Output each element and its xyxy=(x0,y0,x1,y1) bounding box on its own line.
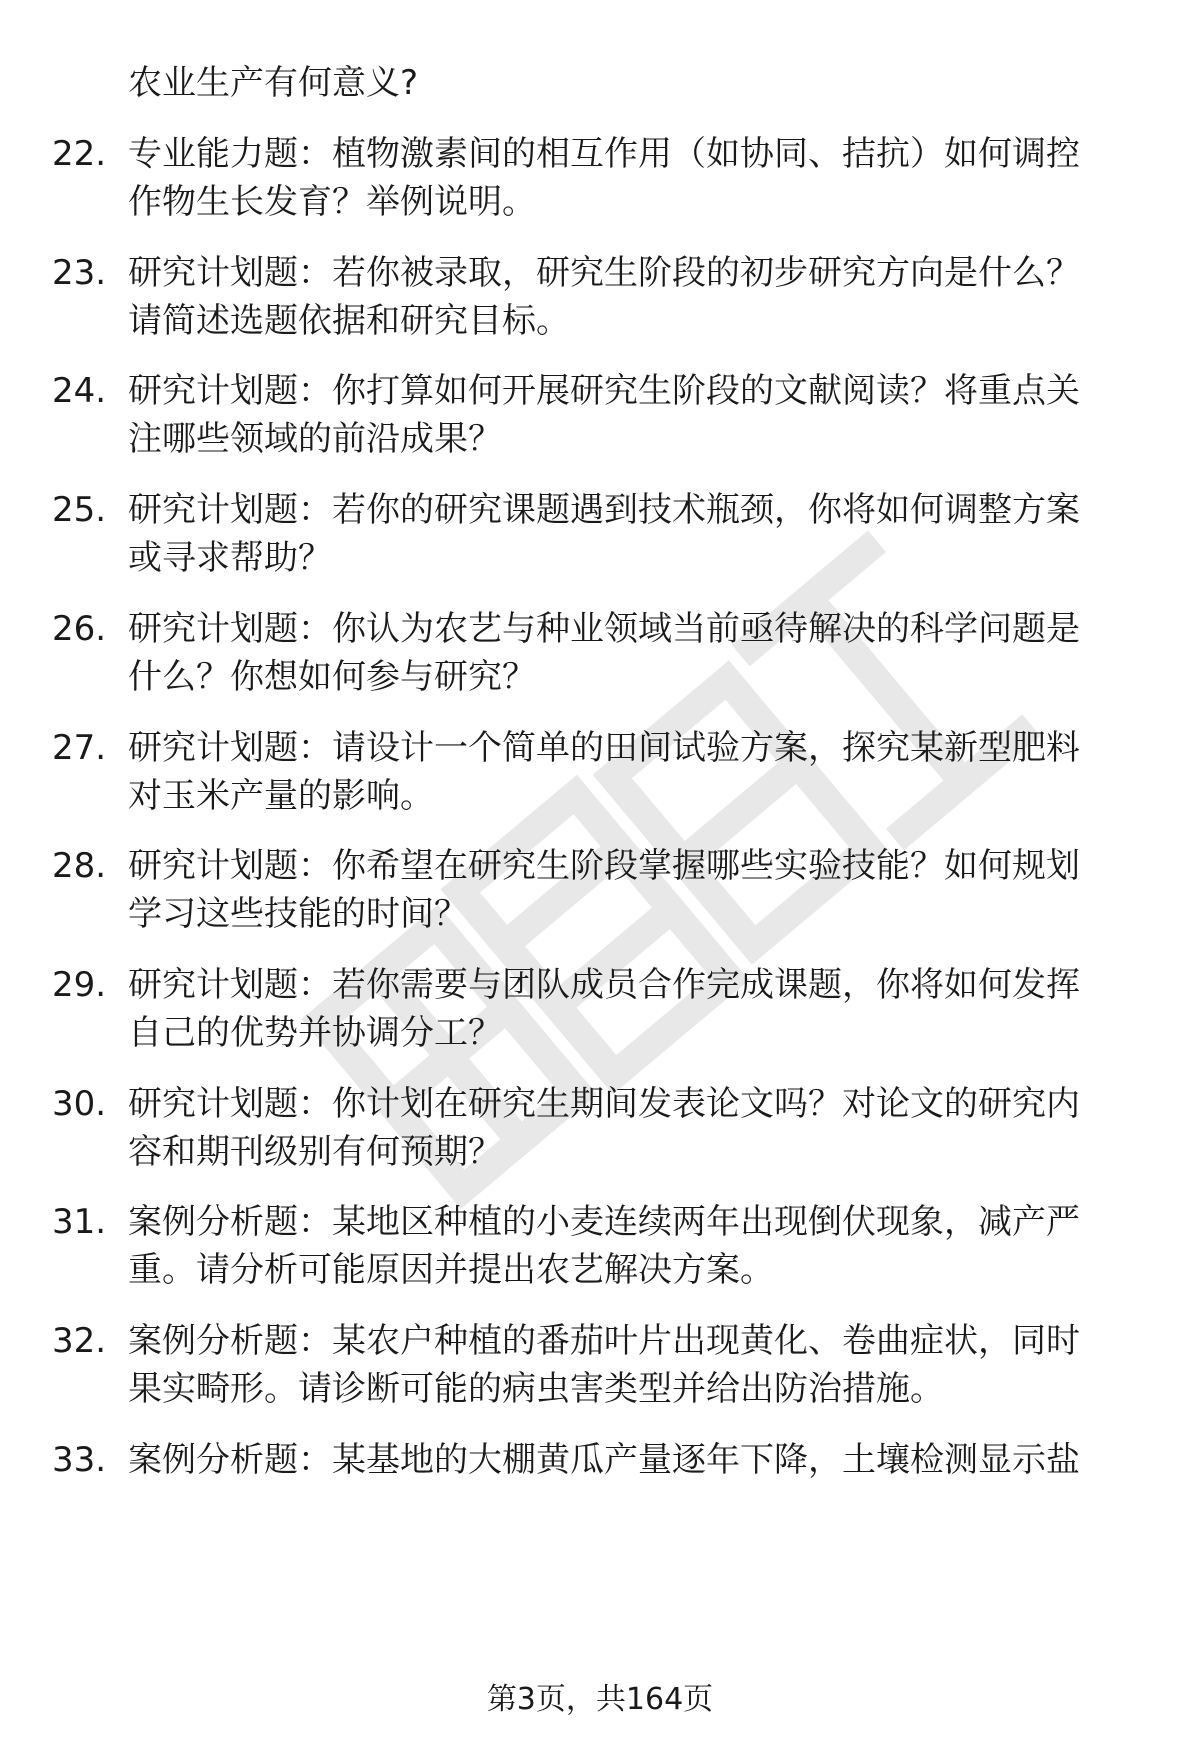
item-number: 32. xyxy=(52,1321,107,1361)
item-number: 30. xyxy=(52,1084,107,1124)
item-text-line-2: 请简述选题依据和研究目标。 xyxy=(128,301,570,341)
item-number: 31. xyxy=(52,1202,107,1242)
item-number: 24. xyxy=(52,371,107,411)
item-text-line-1: 研究计划题：你打算如何开展研究生阶段的文献阅读？将重点关 xyxy=(128,371,1080,411)
item-number: 25. xyxy=(52,490,107,530)
item-text-line-1: 案例分析题：某农户种植的番茄叶片出现黄化、卷曲症状，同时 xyxy=(128,1321,1080,1361)
item-number: 23. xyxy=(52,253,107,293)
item-text-line-1: 研究计划题：若你需要与团队成员合作完成课题，你将如何发挥 xyxy=(128,965,1080,1005)
item-number: 28. xyxy=(52,846,107,886)
item-text-line-1: 研究计划题：若你被录取，研究生阶段的初步研究方向是什么？ xyxy=(128,253,1080,293)
item-text-line-2: 果实畸形。请诊断可能的病虫害类型并给出防治措施。 xyxy=(128,1369,944,1409)
item-number: 27. xyxy=(52,728,107,768)
item-text-line-1: 研究计划题：若你的研究课题遇到技术瓶颈，你将如何调整方案 xyxy=(128,490,1080,530)
item-text-line-1: 研究计划题：你计划在研究生期间发表论文吗？对论文的研究内 xyxy=(128,1084,1080,1124)
item-text-line-2: 对玉米产量的影响。 xyxy=(128,776,434,816)
item-number: 26. xyxy=(52,609,107,649)
item-text-line-1: 案例分析题：某基地的大棚黄瓜产量逐年下降，土壤检测显示盐 xyxy=(128,1440,1080,1480)
item-text-line-2: 容和期刊级别有何预期？ xyxy=(128,1132,502,1172)
item-text-line-2: 什么？你想如何参与研究？ xyxy=(128,657,536,697)
item-text-line-1: 专业能力题：植物激素间的相互作用（如协同、拮抗）如何调控 xyxy=(128,134,1080,174)
item-text-line-2: 自己的优势并协调分工？ xyxy=(128,1013,502,1053)
item-text-line-1: 研究计划题：你认为农艺与种业领域当前亟待解决的科学问题是 xyxy=(128,609,1080,649)
item-number: 33. xyxy=(52,1440,107,1480)
item-text-line-2: 注哪些领域的前沿成果？ xyxy=(128,419,502,459)
item-text-line-1: 案例分析题：某地区种植的小麦连续两年出现倒伏现象，减产严 xyxy=(128,1202,1080,1242)
item-text-line-2: 或寻求帮助？ xyxy=(128,538,332,578)
item-number: 29. xyxy=(52,965,107,1005)
item-text-line-2: 重。请分析可能原因并提出农艺解决方案。 xyxy=(128,1250,774,1290)
item-number: 22. xyxy=(52,134,107,174)
item-text-line-2: 学习这些技能的时间？ xyxy=(128,894,468,934)
item-text-line-1: 研究计划题：你希望在研究生阶段掌握哪些实验技能？如何规划 xyxy=(128,846,1080,886)
item-text-line-1: 研究计划题：请设计一个简单的田间试验方案，探究某新型肥料 xyxy=(128,728,1080,768)
page-footer: 第3页，共164页 xyxy=(486,1682,714,1717)
item-text-line-2: 作物生长发育？举例说明。 xyxy=(128,182,536,222)
continuation-text: 农业生产有何意义? xyxy=(128,63,419,103)
